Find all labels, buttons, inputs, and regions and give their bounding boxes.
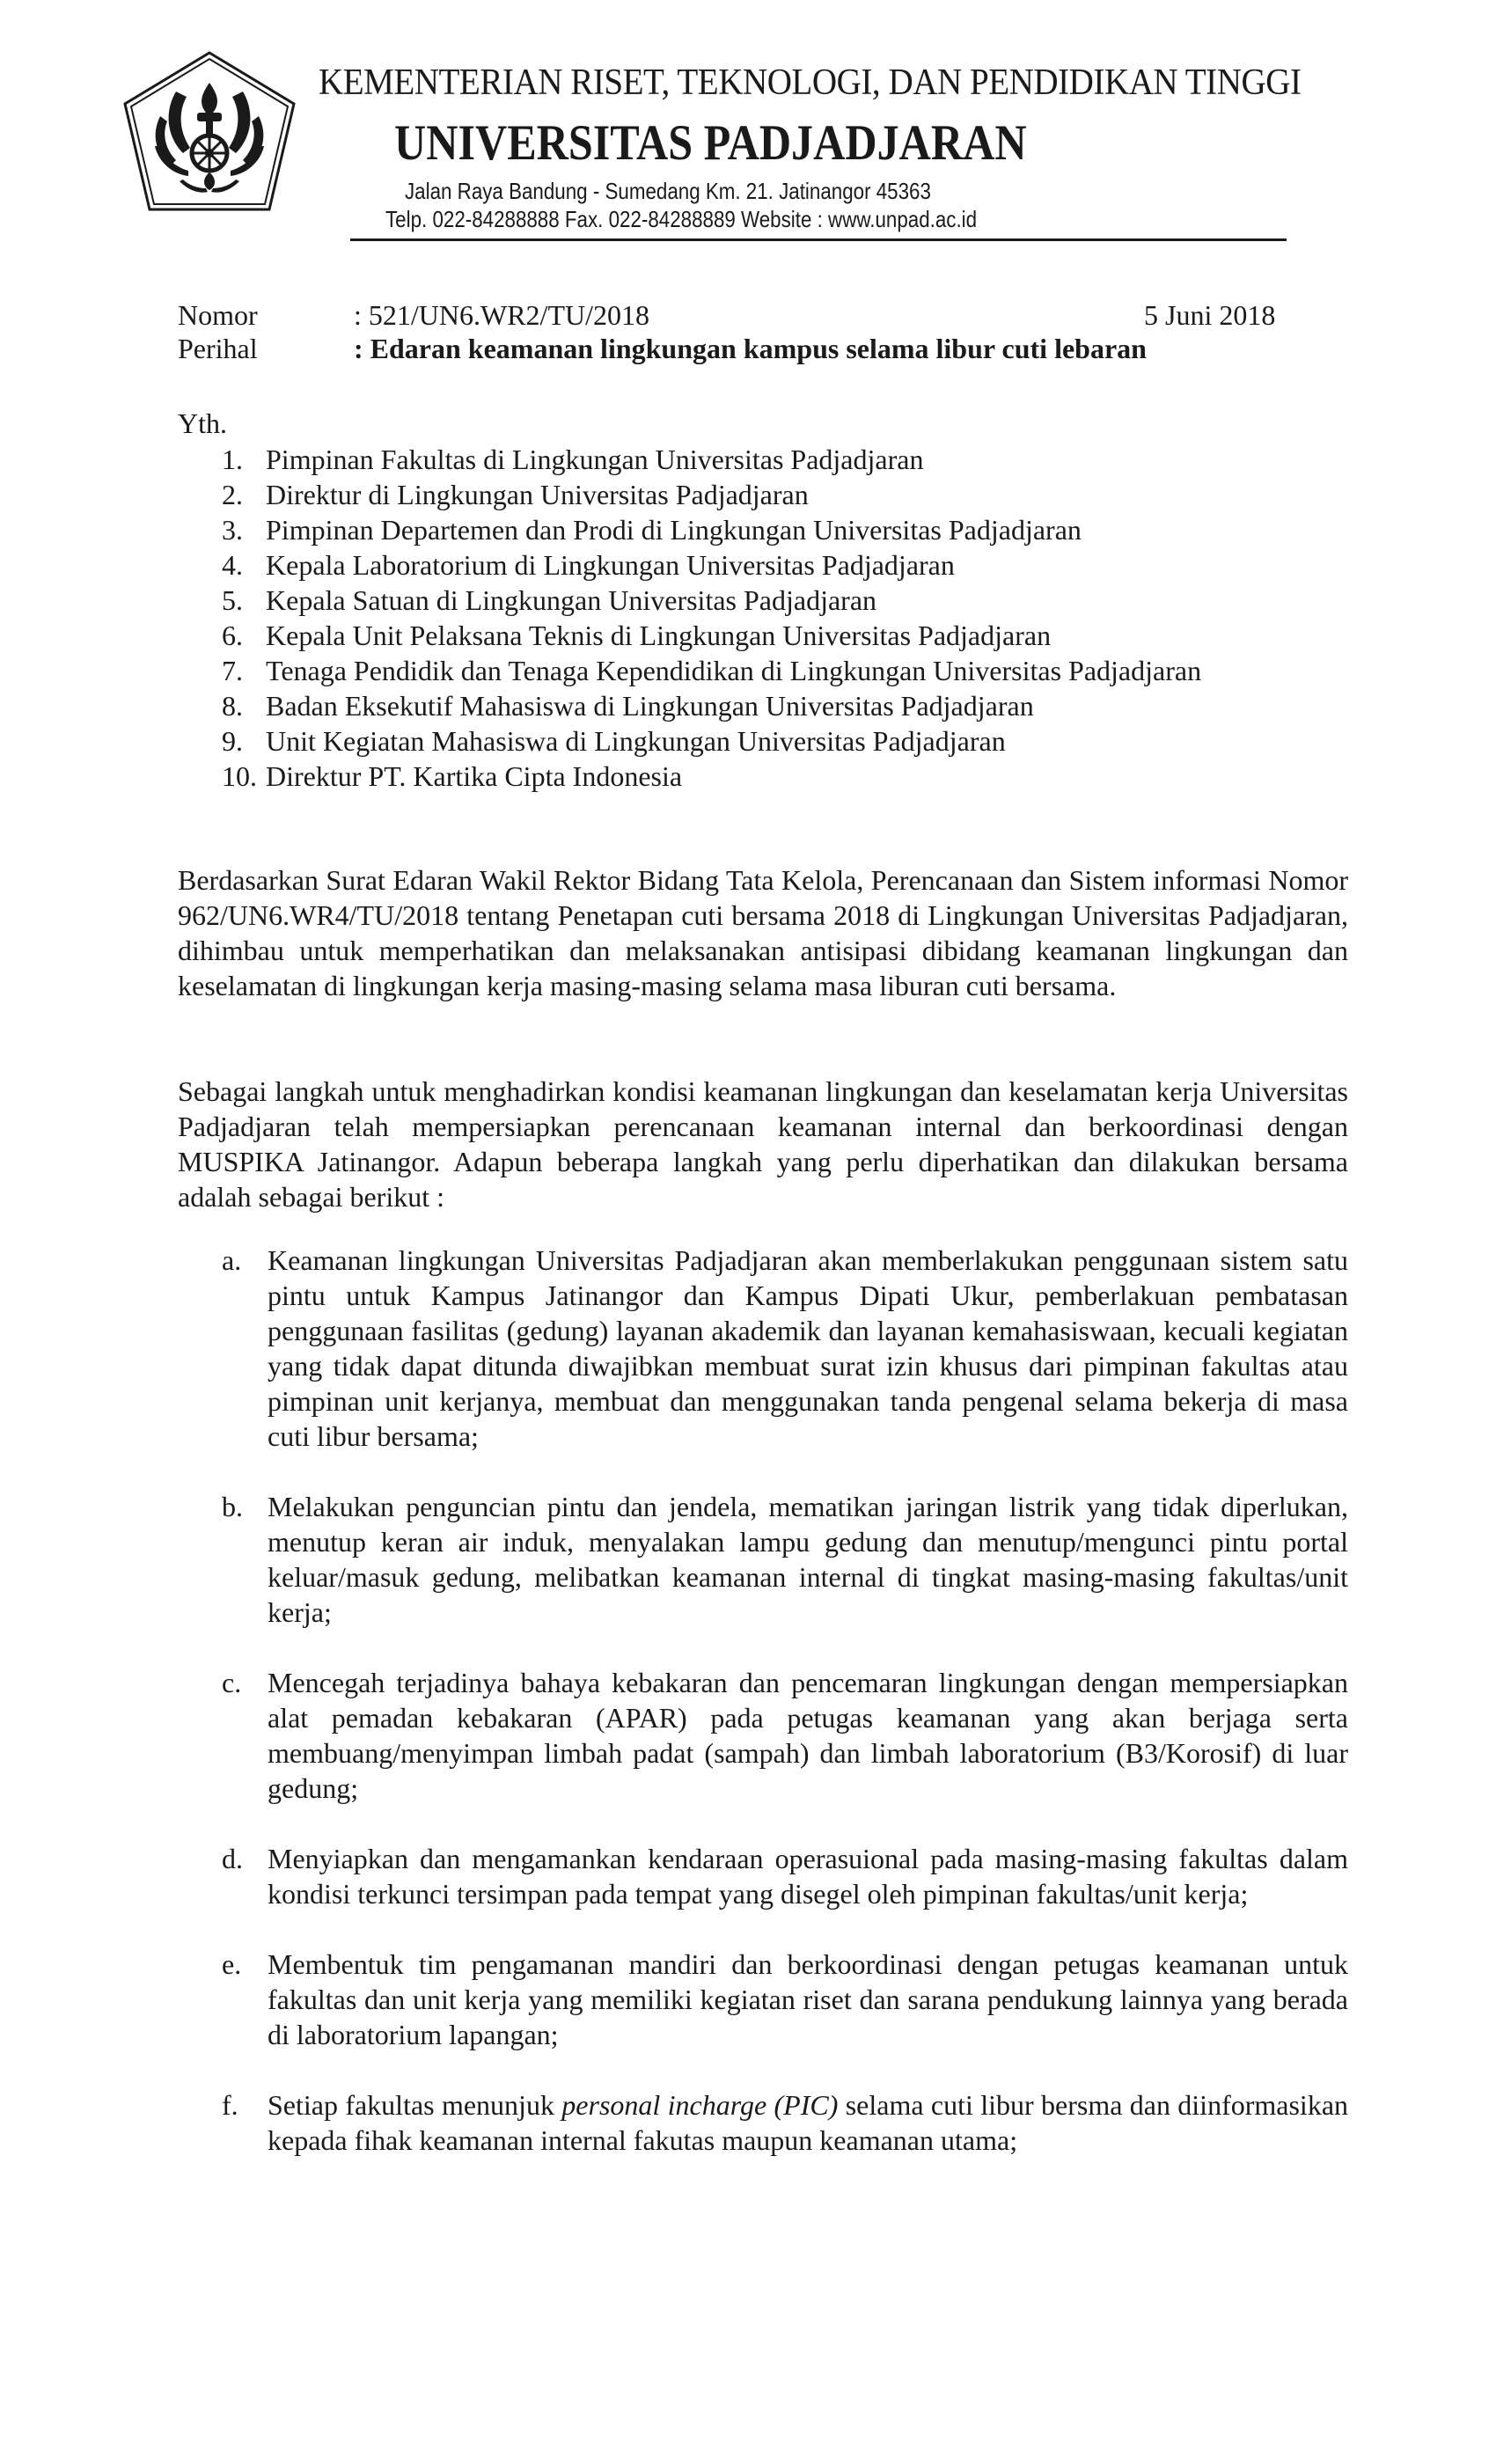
recipient-item [222,759,1201,794]
recipient-text: Pimpinan Departemen dan Prodi di Lingkungan Universitas Padjadjaran [266,514,1082,546]
measure-item [222,2087,1348,2158]
measure-letter: c. [222,1667,242,1698]
recipient-number: 5. [222,584,243,616]
recipient-number: 4. [222,549,243,581]
recipient-number: 8. [222,690,243,722]
recipient-number: 3. [222,514,243,546]
recipient-item [222,442,1201,477]
letter-subject [178,333,1147,365]
measure-text: Keamanan lingkungan Universitas Padjadjaran akan memberlakukan penggunaan sistem satu pintu untuk Kampus Jatinangor dan Kampus Dipati Ukur, pemberlakuan pembatasan penggunaan fasilitas (gedung) layanan akademik dan layanan kemahasiswaan, kecuali kegiatan yang tidak dapat ditunda diwajibkan membuat surat izin khusus dari pimpinan fakultas atau pimpinan unit kerjanya, membuat dan menggunakan tanda pengenal selama bekerja di masa cuti libur bersama; [268,1244,1348,1452]
measure-letter: b. [222,1491,243,1522]
measure-letter: a. [222,1244,242,1276]
recipient-number: 7. [222,655,243,686]
recipient-item [222,688,1201,723]
recipient-text: Kepala Unit Pelaksana Teknis di Lingkungan Universitas Padjadjaran [266,620,1052,651]
recipient-item [222,723,1201,759]
university-contact: Telp. 022-84288888 Fax. 022-84288889 Website : www.unpad.ac.id [385,206,978,232]
nomor-value: : 521/UN6.WR2/TU/2018 [354,299,649,331]
measure-item [222,1665,1348,1806]
recipient-item [222,512,1201,547]
body-paragraph-measures-intro: Sebagai langkah untuk menghadirkan kondisi keamanan lingkungan dan keselamatan kerja Universitas Padjadjaran telah mempersiapkan perencanaan keamanan internal dan berkoordinasi dengan MUSPIKA Jatinangor. Adapun beberapa langkah yang perlu diperhatikan dan dilakukan bersama adalah sebagai berikut : [178,1075,1348,1213]
recipient-item [222,477,1201,512]
body-paragraph-reference: Berdasarkan Surat Edaran Wakil Rektor Bidang Tata Kelola, Perencanaan dan Sistem informasi Nomor 962/UN6.WR4/TU/2018 tentang Penetapan cuti bersama 2018 di Lingkungan Universitas Padjadjaran, dihimbau untuk memperhatikan dan melaksanakan antisipasi dibidang keamanan lingkungan dan keselamatan di lingkungan kerja masing-masing selama masa liburan cuti bersama. [178,864,1348,1001]
recipient-text: Tenaga Pendidik dan Tenaga Kependidikan di Lingkungan Universitas Padjadjaran [266,655,1202,686]
measure-letter: f. [222,2089,238,2121]
recipient-item [222,618,1201,653]
university-address: Jalan Raya Bandung - Sumedang Km. 21. Jatinangor 45363 [405,178,931,204]
measure-item [222,1947,1348,2052]
recipient-text: Pimpinan Fakultas di Lingkungan Universitas Padjadjaran [266,444,924,475]
measure-item [222,1489,1348,1630]
recipient-item [222,583,1201,618]
measure-letter: e. [222,1948,242,1980]
recipient-number: 10. [222,760,257,792]
unpad-logo-icon [121,49,297,213]
perihal-value: : Edaran keamanan lingkungan kampus selama libur cuti lebaran [354,333,1147,364]
salutation: Yth. [178,407,227,439]
recipient-number: 1. [222,444,243,475]
nomor-label: Nomor [178,299,258,331]
recipient-number: 9. [222,725,243,757]
recipient-text: Unit Kegiatan Mahasiswa di Lingkungan Universitas Padjadjaran [266,725,1006,757]
perihal-label: Perihal [178,333,258,364]
recipient-text: Kepala Laboratorium di Lingkungan Universitas Padjadjaran [266,549,955,581]
recipient-text: Badan Eksekutif Mahasiswa di Lingkungan Universitas Padjadjaran [266,690,1034,722]
recipient-number: 2. [222,479,243,510]
letterhead-divider [350,238,1287,241]
letter-date: 5 Juni 2018 [1144,299,1276,331]
letter-number [178,299,649,332]
recipient-number: 6. [222,620,243,651]
measure-item [222,1841,1348,1911]
recipient-item [222,547,1201,583]
measure-item [222,1243,1348,1454]
measures-list [222,1243,1348,2193]
measure-text [268,2087,1348,2158]
university-name: UNIVERSITAS PADJADJARAN [394,115,1027,171]
measure-letter: d. [222,1843,243,1874]
measure-text-after: selama cuti libur bersma dan diinformasikan kepada fihak keamanan internal fakutas maupun keamanan utama; [268,2089,1349,2156]
recipient-text: Direktur di Lingkungan Universitas Padjadjaran [266,479,809,510]
measure-text: Membentuk tim pengamanan mandiri dan berkoordinasi dengan petugas keamanan untuk fakultas dan unit kerja yang memiliki kegiatan riset dan sarana pendukung lainnya yang berada di laboratorium lapangan; [268,1948,1348,2050]
measure-text: Menyiapkan dan mengamankan kendaraan operasuional pada masing-masing fakultas dalam kondisi terkunci tersimpan pada tempat yang disegel oleh pimpinan fakultas/unit kerja; [268,1843,1348,1910]
recipient-text: Direktur PT. Kartika Cipta Indonesia [266,760,683,792]
recipient-list [222,442,1201,794]
measure-text-italic: personal incharge (PIC) [561,2089,839,2121]
ministry-name: KEMENTERIAN RISET, TEKNOLOGI, DAN PENDIDIKAN TINGGI [319,62,1302,103]
recipient-text: Kepala Satuan di Lingkungan Universitas Padjadjaran [266,584,877,616]
recipient-item [222,653,1201,688]
measure-text: Mencegah terjadinya bahaya kebakaran dan pencemaran lingkungan dengan mempersiapkan alat pemadan kebakaran (APAR) pada petugas keamanan yang akan berjaga serta membuang/menyimpan limbah padat (sampah) dan limbah laboratorium (B3/Korosif) di luar gedung; [268,1667,1348,1804]
measure-text-before: Setiap fakultas menunjuk [268,2089,562,2121]
measure-text: Melakukan penguncian pintu dan jendela, mematikan jaringan listrik yang tidak diperlukan, menutup keran air induk, menyalakan lampu gedung dan menutup/mengunci pintu portal keluar/masuk gedung, melibatkan keamanan internal di tingkat masing-masing fakultas/unit kerja; [268,1491,1348,1628]
